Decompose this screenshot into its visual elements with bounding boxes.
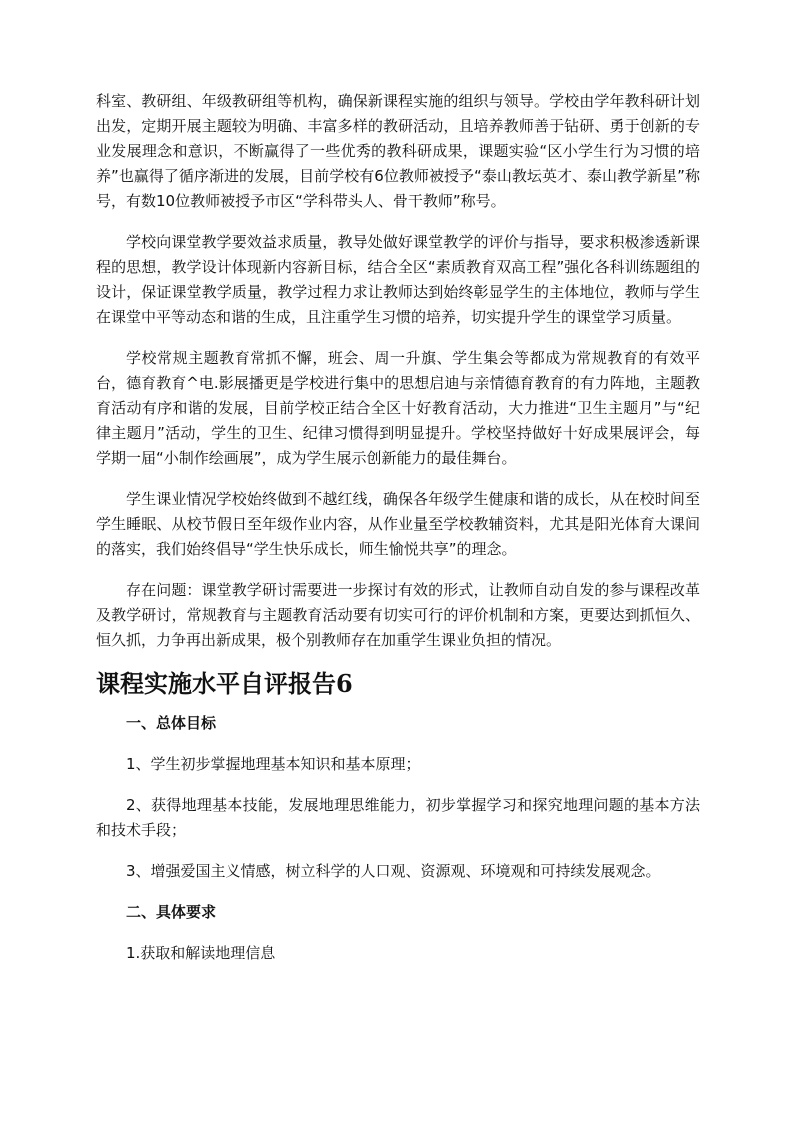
- body-paragraph-3: 学校常规主题教育常抓不懈，班会、周一升旗、学生集会等都成为常规教育的有效平台，德育教育^电.影展播更是学校进行集中的思想启迪与亲情德育教育的有力阵地，主题教育活动有序和谐的发展，目前学校正结合全区十好教育活动，大力推进“卫生主题月”与“纪律主题月”活动，学生的卫生、纪律习惯得到明显提升。学校坚持做好十好成果展评会，每学期一届“小制作绘画展”，成为学生展示创新能力的最佳舞台。: [96, 349, 700, 467]
- goal-item-2: 2、获得地理基本技能，发展地理思维能力，初步掌握学习和探究地理问题的基本方法和技术手段；: [96, 796, 700, 839]
- body-paragraph-1: 科室、教研组、年级教研组等机构，确保新课程实施的组织与领导。学校由学年教科研计划出发，定期开展主题较为明确、丰富多样的教研活动，且培养教师善于钻研、勇于创新的专业发展理念和意识，不断赢得了一些优秀的教科研成果，课题实验“区小学生行为习惯的培养”也赢得了循序渐进的发展，目前学校有6位教师被授予“泰山教坛英才、泰山教学新星”称号，有数10位教师被授予市区“学科带头人、骨干教师”称号。: [96, 92, 700, 210]
- goal-item-3: 3、增强爱国主义情感，树立科学的人口观、资源观、环境观和可持续发展观念。: [126, 862, 661, 880]
- goal-item-1: 1、学生初步掌握地理基本知识和基本原理；: [126, 755, 421, 773]
- section-heading-requirements: 二、具体要求: [126, 903, 217, 921]
- body-paragraph-4: 学生课业情况学校始终做到不越红线，确保各年级学生健康和谐的成长，从在校时间至学生睡眠、从校节假日至年级作业内容，从作业量至学校教辅资料，尤其是阳光体育大课间的落实，我们始终倡导“学生快乐成长，师生愉悦共享”的理念。: [96, 490, 700, 558]
- body-paragraph-2: 学校向课堂教学要效益求质量，教导处做好课堂教学的评价与指导，要求积极渗透新课程的思想，教学设计体现新内容新目标，结合全区“素质教育双高工程”强化各科训练题组的设计，保证课堂教学质量，教学过程力求让教师达到始终彰显学生的主体地位，教师与学生在课堂中平等动态和谐的生成，且注重学生习惯的培养，切实提升学生的课堂学习质量。: [96, 233, 700, 326]
- section-heading-goals: 一、总体目标: [126, 714, 217, 732]
- document-page: [96, 89, 700, 966]
- body-paragraph-5: 存在问题：课堂教学研讨需要进一步探讨有效的形式，让教师自动自发的参与课程改革及教学研讨，常规教育与主题教育活动要有切实可行的评价机制和方案，更要达到抓恒久、恒久抓，力争再出新成果，极个别教师存在加重学生课业负担的情况。: [96, 581, 700, 649]
- report-title: 课程实施水平自评报告6: [96, 669, 353, 698]
- requirement-item-1: 1.获取和解读地理信息: [126, 944, 276, 962]
